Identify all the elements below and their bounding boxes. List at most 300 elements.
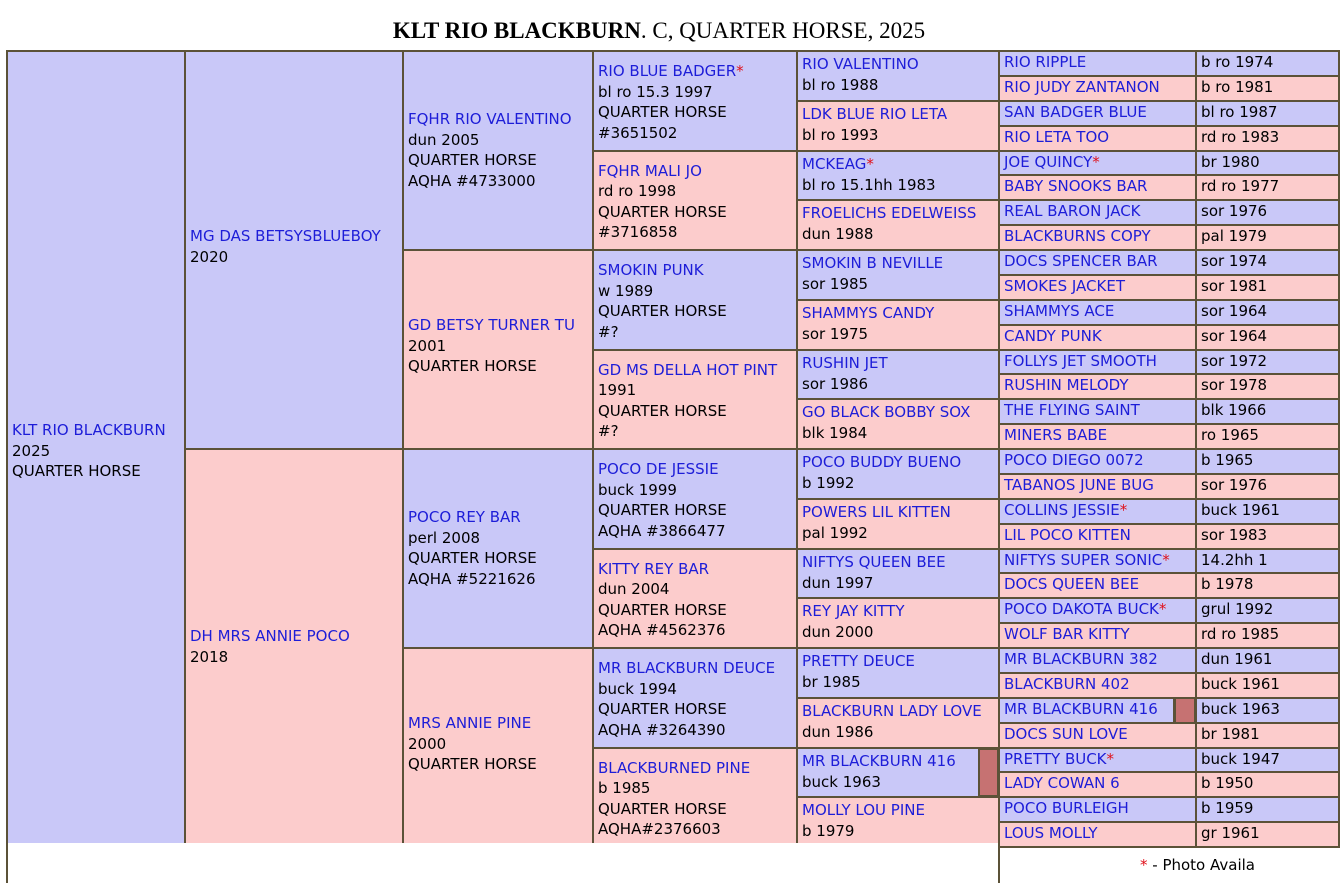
horse-detail-line: dun 2005 — [408, 130, 480, 149]
gen5-name-link[interactable] — [1004, 823, 1195, 843]
gen5-dam-name-cell — [998, 821, 1197, 848]
gen5-dam-name-cell — [998, 423, 1197, 450]
gen5-name-link-text: TABANOS JUNE BUG — [1004, 475, 1154, 494]
horse-detail-line: dun 1986 — [802, 722, 874, 741]
horse-detail-line: dun 1997 — [802, 573, 874, 592]
gen5-detail-cell — [1195, 448, 1340, 475]
gen5-detail-cell — [1195, 647, 1340, 674]
gen5-detail-cell — [1195, 324, 1340, 351]
gen5-dam-name-cell — [998, 572, 1197, 599]
horse-detail-line: sor 1972 — [1201, 351, 1268, 370]
horse-detail-line: dun 1988 — [802, 225, 874, 244]
horse-detail-line: b 1979 — [802, 822, 855, 841]
gen4-name-link-text: FROELICHS EDELWEISS — [802, 204, 977, 223]
gen4-name-link-text: MOLLY LOU PINE — [802, 801, 925, 820]
horse-detail-line: buck 1999 — [598, 480, 677, 499]
gen3-name-link-text: RIO BLUE BADGER — [598, 62, 737, 80]
gen5-name-link-text: BABY SNOOKS BAR — [1004, 177, 1148, 196]
gen5-name-link-text: DOCS QUEEN BEE — [1004, 575, 1140, 594]
gen5-sire-name-cell — [998, 100, 1197, 127]
horse-detail-line: 2020 — [190, 247, 229, 266]
gen5-name-link[interactable] — [1004, 201, 1195, 221]
gen4-name-link-text: REY JAY KITTY — [802, 602, 905, 621]
gen5-detail-cell — [1195, 349, 1340, 376]
horse-detail-line: QUARTER HORSE — [408, 151, 537, 169]
horse-detail-line: rd ro 1998 — [598, 182, 677, 200]
gen5-detail-cell — [1195, 548, 1340, 575]
photo-available-star: * — [736, 62, 744, 80]
horse-detail-line: perl 2008 — [408, 528, 481, 547]
gen2-name-link[interactable] — [408, 713, 592, 734]
gen3-name-link-text: GD MS DELLA HOT PINT — [598, 360, 778, 379]
gen5-name-link[interactable] — [1004, 550, 1195, 570]
gen5-detail-cell — [1195, 299, 1340, 326]
gen4-name-link-text: SMOKIN B NEVILLE — [802, 254, 944, 272]
gen5-name-link-text: RIO JUDY ZANTANON — [1004, 77, 1160, 96]
gen5-sire-name-cell — [998, 647, 1197, 674]
footer-left-box — [6, 843, 1000, 883]
horse-detail-line: b ro 1981 — [1201, 77, 1274, 96]
horse-detail-line: buck 1947 — [1201, 749, 1280, 768]
horse-detail-line: sor 1986 — [802, 374, 869, 393]
photo-legend — [1140, 856, 1255, 874]
horse-detail-line: grul 1992 — [1201, 600, 1274, 619]
gen2-name-link[interactable] — [408, 315, 592, 336]
horse-detail-line: b ro 1974 — [1201, 53, 1274, 71]
gen5-dam-name-cell — [998, 75, 1197, 102]
gen4-dam-cell — [796, 199, 1000, 251]
gen5-name-link[interactable] — [1004, 326, 1195, 346]
gen5-detail-cell — [1195, 125, 1340, 152]
photo-available-star: * — [1106, 749, 1115, 768]
gen5-detail-cell — [1195, 224, 1340, 251]
gen4-name-link-text: GO BLACK BOBBY SOX — [802, 403, 971, 422]
horse-detail-line: AQHA #4733000 — [408, 171, 536, 190]
gen5-name-link-text: REAL BARON JACK — [1004, 202, 1141, 221]
gen5-detail-cell — [1195, 274, 1340, 301]
gen5-name-link-text: MR BLACKBURN 382 — [1004, 650, 1158, 668]
gen5-name-link-text: DOCS SPENCER BAR — [1004, 252, 1158, 270]
horse-detail-line: #? — [598, 422, 619, 440]
gen5-detail-cell — [1195, 523, 1340, 550]
horse-detail-line: #3651502 — [598, 123, 678, 142]
horse-detail-line: br 1985 — [802, 673, 861, 691]
horse-detail-line: rd ro 1985 — [1201, 625, 1280, 644]
gen3-name-link-text: MR BLACKBURN DEUCE — [598, 659, 776, 677]
horse-detail-line: QUARTER HORSE — [598, 700, 727, 718]
gen5-name-link[interactable] — [1004, 176, 1195, 196]
horse-detail-line: buck 1961 — [1201, 674, 1280, 693]
horse-detail-line: buck 1994 — [598, 679, 677, 698]
gen4-name-link[interactable] — [802, 452, 998, 473]
horse-detail-line: gr 1961 — [1201, 824, 1260, 843]
photo-thumbnail[interactable] — [978, 749, 998, 797]
horse-detail-line: sor 1974 — [1201, 252, 1268, 270]
gen3-name-link-text: SMOKIN PUNK — [598, 261, 704, 279]
photo-available-star: * — [1162, 550, 1170, 569]
gen3-dam-cell — [592, 349, 798, 451]
gen5-detail-cell — [1195, 572, 1340, 599]
gen5-name-link-text: NIFTYS SUPER SONIC — [1004, 550, 1163, 569]
gen4-sire-cell — [796, 747, 980, 799]
gen5-name-link-text: BLACKBURNS COPY — [1004, 227, 1151, 246]
gen3-name-link[interactable] — [598, 559, 796, 580]
gen5-name-link[interactable] — [1004, 773, 1195, 793]
gen5-name-link[interactable] — [1004, 251, 1195, 271]
gen3-sire-cell — [592, 448, 798, 550]
gen5-name-link-text: RUSHIN MELODY — [1004, 376, 1129, 395]
gen5-name-link[interactable] — [1004, 226, 1195, 246]
photo-available-star: * — [866, 154, 874, 173]
photo-available-star: * — [1119, 500, 1128, 519]
gen3-name-link[interactable] — [598, 459, 796, 480]
gen5-dam-name-cell — [998, 622, 1197, 649]
gen5-name-link-text: MR BLACKBURN 416 — [1004, 699, 1158, 718]
gen5-name-link[interactable] — [1004, 500, 1195, 520]
horse-title-details: . C, QUARTER HORSE, 2025 — [640, 18, 926, 43]
gen5-name-link-text: POCO DIEGO 0072 — [1004, 451, 1144, 469]
gen5-name-link-text: PRETTY BUCK — [1004, 749, 1107, 768]
gen5-name-link-text: MINERS BABE — [1004, 426, 1108, 445]
horse-detail-line: 2001 — [408, 336, 447, 355]
horse-detail-line: rd ro 1983 — [1201, 127, 1280, 146]
gen5-detail-cell — [1195, 50, 1340, 77]
horse-detail-line: AQHA#2376603 — [598, 820, 721, 838]
horse-detail-line: b 1965 — [1201, 451, 1254, 469]
gen4-name-link-text: SHAMMYS CANDY — [802, 303, 935, 322]
gen5-detail-cell — [1195, 398, 1340, 425]
gen5-sire-name-cell — [998, 50, 1197, 77]
gen5-name-link[interactable] — [1004, 574, 1195, 594]
photo-legend-star: * — [1140, 856, 1148, 874]
gen5-name-link-text: LADY COWAN 6 — [1004, 774, 1120, 793]
gen5-detail-cell — [1195, 747, 1340, 774]
gen5-name-link[interactable] — [1004, 674, 1195, 694]
gen5-name-link[interactable] — [1004, 400, 1195, 420]
gen4-sire-cell — [796, 150, 1000, 202]
horse-detail-line: bl ro 15.3 1997 — [598, 82, 713, 101]
gen3-name-link-text: BLACKBURNED PINE — [598, 758, 751, 777]
horse-detail-line: sor 1976 — [1201, 202, 1268, 221]
gen4-name-link[interactable] — [802, 701, 998, 722]
gen4-name-link-text: RUSHIN JET — [802, 353, 888, 372]
horse-detail-line: AQHA #3264390 — [598, 720, 726, 739]
horse-detail-line: QUARTER HORSE — [598, 600, 727, 619]
gen2-name-link[interactable] — [408, 507, 592, 528]
horse-detail-line: rd ro 1977 — [1201, 177, 1280, 196]
gen5-name-link-text: SAN BADGER BLUE — [1004, 102, 1147, 121]
horse-detail-line: 14.2hh 1 — [1201, 550, 1268, 569]
gen5-name-link-text: SHAMMYS ACE — [1004, 301, 1115, 320]
horse-detail-line: w 1989 — [598, 281, 654, 300]
gen5-name-link[interactable] — [1004, 152, 1195, 172]
horse-detail-line: buck 1963 — [1201, 699, 1280, 718]
gen4-dam-cell — [796, 697, 1000, 749]
gen4-name-link[interactable] — [802, 751, 978, 772]
horse-detail-line: QUARTER HORSE — [598, 302, 727, 320]
gen5-name-link-text: COLLINS JESSIE — [1004, 500, 1120, 519]
gen3-name-link[interactable] — [598, 260, 796, 281]
gen2-dam-cell — [402, 647, 594, 848]
gen2-name-link-text: MRS ANNIE PINE — [408, 714, 532, 732]
gen5-detail-cell — [1195, 597, 1340, 624]
gen4-dam-cell — [796, 796, 1000, 848]
gen3-sire-cell — [592, 249, 798, 351]
horse-detail-line: sor 1964 — [1201, 326, 1268, 345]
gen5-name-link[interactable] — [1004, 276, 1195, 296]
gen4-name-link-text: MCKEAG — [802, 154, 867, 173]
subject-name-link[interactable] — [12, 420, 184, 441]
gen5-name-link[interactable] — [1004, 52, 1195, 72]
gen3-name-link[interactable] — [598, 360, 796, 381]
gen5-name-link[interactable] — [1004, 599, 1195, 619]
gen3-sire-cell — [592, 647, 798, 749]
gen5-sire-name-cell — [998, 448, 1197, 475]
gen5-sire-name-cell — [998, 299, 1197, 326]
gen5-dam-name-cell — [998, 722, 1197, 749]
gen4-name-link-text: POCO BUDDY BUENO — [802, 453, 962, 471]
horse-detail-line: AQHA #5221626 — [408, 569, 536, 588]
gen4-sire-cell — [796, 548, 1000, 600]
gen4-name-link[interactable] — [802, 651, 998, 672]
horse-detail-line: AQHA #3866477 — [598, 521, 726, 540]
horse-detail-line: pal 1979 — [1201, 227, 1267, 246]
horse-detail-line: dun 2000 — [802, 623, 874, 642]
gen2-dam-cell — [402, 249, 594, 450]
gen4-name-link[interactable] — [802, 203, 998, 224]
horse-detail-line: ro 1965 — [1201, 426, 1259, 445]
gen5-sire-name-cell — [998, 548, 1197, 575]
gen5-detail-cell — [1195, 423, 1340, 450]
gen4-name-link-text: MR BLACKBURN 416 — [802, 751, 956, 770]
gen1-name-link-text: DH MRS ANNIE POCO — [190, 627, 350, 645]
gen4-name-link[interactable] — [802, 402, 998, 423]
gen5-name-link[interactable] — [1004, 798, 1195, 818]
gen5-detail-cell — [1195, 722, 1340, 749]
gen5-name-link[interactable] — [1004, 624, 1195, 644]
horse-detail-line: sor 1981 — [1201, 276, 1268, 295]
gen5-name-link[interactable] — [1004, 351, 1195, 371]
gen4-name-link[interactable] — [802, 303, 998, 324]
gen4-dam-cell — [796, 498, 1000, 550]
gen1-dam-cell — [184, 448, 404, 846]
gen3-name-link[interactable] — [598, 758, 796, 779]
gen3-name-link-text: KITTY REY BAR — [598, 559, 710, 578]
gen5-name-link-text: WOLF BAR KITTY — [1004, 625, 1130, 644]
gen4-name-link[interactable] — [802, 353, 998, 374]
gen4-dam-cell — [796, 299, 1000, 351]
gen5-name-link[interactable] — [1004, 475, 1195, 495]
gen1-name-link[interactable] — [190, 226, 402, 247]
gen5-name-link[interactable] — [1004, 749, 1195, 769]
subject-name-link-text: KLT RIO BLACKBURN — [12, 421, 166, 439]
horse-detail-line: QUARTER HORSE — [598, 799, 727, 818]
horse-detail-line: buck 1961 — [1201, 500, 1280, 519]
gen2-name-link-text: GD BETSY TURNER TU — [408, 316, 575, 334]
gen5-sire-name-cell — [998, 398, 1197, 425]
gen3-name-link-text: FQHR MALI JO — [598, 161, 702, 180]
horse-detail-line: b 1978 — [1201, 575, 1254, 594]
gen3-dam-cell — [592, 150, 798, 252]
gen4-name-link-text: POWERS LIL KITTEN — [802, 502, 951, 521]
gen1-name-link[interactable] — [190, 626, 402, 647]
gen4-sire-cell — [796, 50, 1000, 102]
gen5-detail-cell — [1195, 150, 1340, 177]
gen4-name-link[interactable] — [802, 104, 998, 125]
gen4-sire-cell — [796, 249, 1000, 301]
gen5-name-link-text: RIO RIPPLE — [1004, 53, 1087, 71]
gen5-name-link[interactable] — [1004, 425, 1195, 445]
gen5-dam-name-cell — [998, 174, 1197, 201]
gen2-sire-cell — [402, 50, 594, 251]
horse-detail-line: QUARTER HORSE — [408, 755, 537, 773]
gen4-sire-cell — [796, 448, 1000, 500]
gen4-name-link[interactable] — [802, 800, 998, 821]
horse-detail-line: br 1980 — [1201, 152, 1260, 171]
horse-detail-line: QUARTER HORSE — [598, 103, 727, 121]
horse-detail-line: buck 1963 — [802, 772, 881, 791]
horse-detail-line: bl ro 1988 — [802, 76, 879, 94]
gen5-detail-cell — [1195, 821, 1340, 848]
horse-detail-line: 2018 — [190, 647, 229, 666]
gen5-name-link-text: LIL POCO KITTEN — [1004, 525, 1131, 544]
horse-detail-line: bl ro 15.1hh 1983 — [802, 175, 936, 194]
horse-detail-line: bl ro 1987 — [1201, 102, 1278, 121]
gen5-dam-name-cell — [998, 771, 1197, 798]
horse-detail-line: QUARTER HORSE — [598, 401, 727, 420]
photo-available-star: * — [1092, 152, 1100, 171]
horse-detail-line: sor 1978 — [1201, 376, 1268, 395]
horse-detail-line: b 1950 — [1201, 774, 1254, 793]
gen5-name-link-text: BLACKBURN 402 — [1004, 674, 1130, 693]
gen3-dam-cell — [592, 548, 798, 650]
gen5-detail-cell — [1195, 473, 1340, 500]
gen3-name-link[interactable] — [598, 658, 796, 679]
gen4-name-link[interactable] — [802, 502, 998, 523]
gen4-name-link-text: RIO VALENTINO — [802, 55, 919, 73]
gen3-name-link-text: POCO DE JESSIE — [598, 460, 719, 478]
gen5-detail-cell — [1195, 771, 1340, 798]
gen5-name-link-text: FOLLYS JET SMOOTH — [1004, 351, 1157, 370]
gen5-detail-cell — [1195, 498, 1340, 525]
gen5-name-link-text: POCO DAKOTA BUCK — [1004, 600, 1159, 619]
gen5-dam-name-cell — [998, 473, 1197, 500]
gen3-sire-cell — [592, 50, 798, 152]
photo-thumbnail[interactable] — [1175, 698, 1195, 723]
gen5-name-link-text: CANDY PUNK — [1004, 326, 1102, 345]
gen4-sire-cell — [796, 349, 1000, 401]
horse-detail-line: br 1981 — [1201, 724, 1260, 743]
gen4-name-link-text: BLACKBURN LADY LOVE — [802, 701, 982, 720]
horse-detail-line: QUARTER HORSE — [598, 501, 727, 519]
gen4-name-link[interactable] — [802, 552, 998, 573]
gen5-name-link-text: SMOKES JACKET — [1004, 276, 1125, 295]
gen5-name-link[interactable] — [1004, 127, 1195, 147]
gen5-dam-name-cell — [998, 324, 1197, 351]
gen5-detail-cell — [1195, 373, 1340, 400]
gen5-name-link-text: RIO LETA TOO — [1004, 127, 1110, 146]
gen5-dam-name-cell — [998, 672, 1197, 699]
gen2-sire-cell — [402, 448, 594, 649]
horse-detail-line: b 1985 — [598, 779, 651, 797]
gen5-name-link[interactable] — [1004, 699, 1173, 719]
horse-detail-line: QUARTER HORSE — [408, 549, 537, 567]
gen4-name-link-text: NIFTYS QUEEN BEE — [802, 552, 946, 571]
horse-title-name: KLT RIO BLACKBURN — [392, 18, 641, 43]
gen5-sire-name-cell — [998, 498, 1197, 525]
gen5-detail-cell — [1195, 100, 1340, 127]
gen2-name-link-text: FQHR RIO VALENTINO — [408, 110, 572, 128]
horse-detail-line: sor 1964 — [1201, 301, 1268, 320]
horse-detail-line: b 1992 — [802, 474, 855, 492]
gen4-name-link-text: LDK BLUE RIO LETA — [802, 104, 948, 123]
gen5-name-link-text: POCO BURLEIGH — [1004, 799, 1129, 818]
horse-detail-line: QUARTER HORSE — [12, 462, 141, 480]
horse-detail-line: bl ro 1993 — [802, 125, 879, 144]
photo-available-star: * — [1158, 600, 1167, 619]
horse-detail-line: b 1959 — [1201, 799, 1254, 818]
gen5-name-link[interactable] — [1004, 375, 1195, 395]
horse-detail-line: 2000 — [408, 734, 447, 753]
gen2-name-link-text: POCO REY BAR — [408, 508, 521, 526]
gen4-name-link[interactable] — [802, 253, 998, 274]
gen5-sire-name-cell — [998, 747, 1197, 774]
gen5-detail-cell — [1195, 622, 1340, 649]
horse-detail-line: sor 1985 — [802, 275, 869, 293]
gen4-name-link[interactable] — [802, 154, 998, 175]
gen4-dam-cell — [796, 597, 1000, 649]
horse-detail-line: 2025 — [12, 441, 51, 460]
gen5-name-link[interactable] — [1004, 301, 1195, 321]
gen5-dam-name-cell — [998, 125, 1197, 152]
gen5-name-link-text: LOUS MOLLY — [1004, 824, 1098, 843]
gen5-dam-name-cell — [998, 373, 1197, 400]
horse-detail-line: QUARTER HORSE — [598, 202, 727, 221]
gen5-sire-name-cell — [998, 349, 1197, 376]
gen4-dam-cell — [796, 398, 1000, 450]
horse-detail-line: blk 1966 — [1201, 401, 1267, 420]
gen5-sire-name-cell — [998, 199, 1197, 226]
horse-detail-line: AQHA #4562376 — [598, 621, 726, 639]
gen5-detail-cell — [1195, 672, 1340, 699]
gen5-sire-name-cell — [998, 249, 1197, 276]
horse-detail-line: #3716858 — [598, 223, 678, 241]
horse-detail-line: sor 1975 — [802, 324, 869, 343]
gen5-name-link[interactable] — [1004, 724, 1195, 744]
gen5-dam-name-cell — [998, 274, 1197, 301]
gen5-dam-name-cell — [998, 224, 1197, 251]
horse-detail-line: dun 2004 — [598, 580, 670, 598]
gen5-name-link[interactable] — [1004, 525, 1195, 545]
gen5-name-link-text: THE FLYING SAINT — [1004, 401, 1140, 420]
horse-detail-line: pal 1992 — [802, 523, 868, 542]
gen5-sire-name-cell — [998, 150, 1197, 177]
gen5-detail-cell — [1195, 199, 1340, 226]
gen5-sire-name-cell — [998, 796, 1197, 823]
gen5-name-link[interactable] — [1004, 450, 1195, 470]
gen5-name-link[interactable] — [1004, 649, 1195, 669]
gen4-name-link[interactable] — [802, 54, 998, 75]
gen3-name-link[interactable] — [598, 61, 796, 82]
gen4-name-link[interactable] — [802, 601, 998, 622]
gen5-name-link[interactable] — [1004, 77, 1195, 97]
gen5-name-link[interactable] — [1004, 102, 1195, 122]
gen5-detail-cell — [1195, 697, 1340, 724]
gen5-sire-name-cell — [998, 697, 1175, 724]
gen3-name-link[interactable] — [598, 161, 796, 182]
gen2-name-link[interactable] — [408, 109, 592, 130]
horse-detail-line: blk 1984 — [802, 424, 868, 443]
